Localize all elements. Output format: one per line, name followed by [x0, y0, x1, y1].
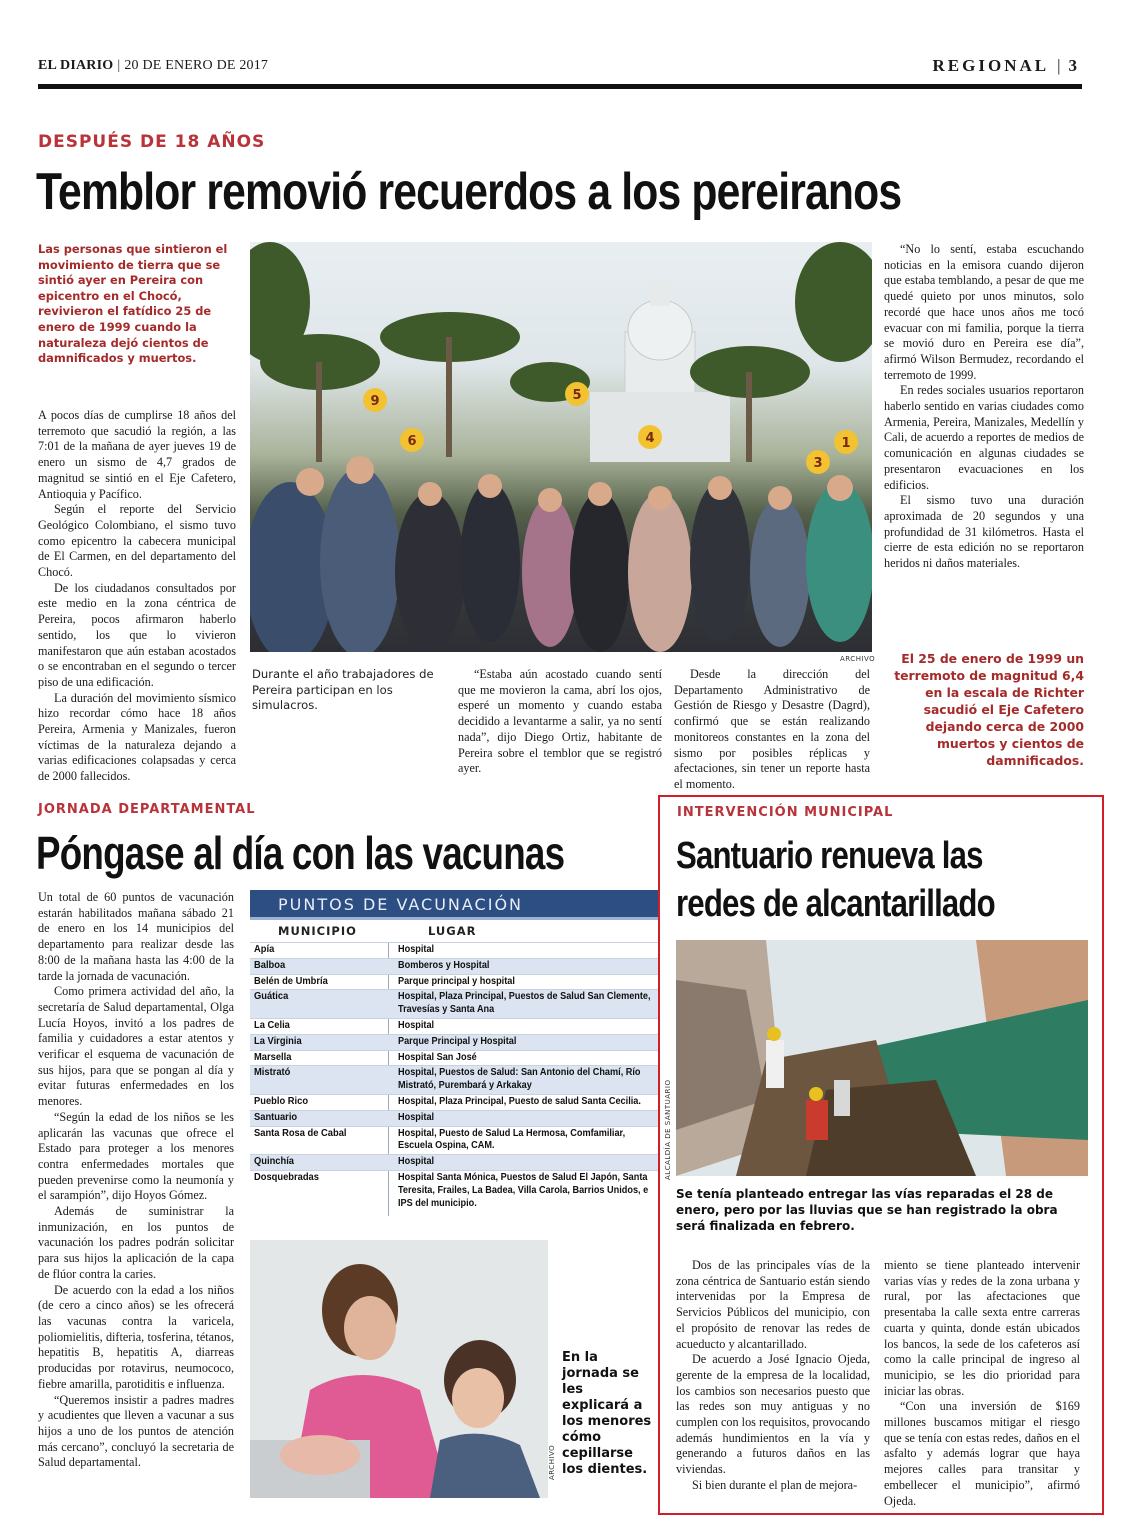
paragraph: De los ciudadanos consultados por este medio en la zona céntrica de Pereira, pocos afirmaron haberlo sentido, los que lo vivieron manifestaron que aún estaban acostados o se encontraban en el segundo o tercer piso de una edificación.	[38, 580, 236, 689]
photo-credit: ARCHIVO	[840, 655, 876, 663]
municipio-cell: Dosquebradas	[254, 1171, 319, 1183]
table-row	[250, 942, 658, 958]
table-body	[250, 942, 658, 1211]
municipio-cell: Pueblo Rico	[254, 1095, 309, 1107]
paragraph: “Estaba aún acostado cuando sentí que me movieron la cama, abrí los ojos, esperé un momento y cuando estaba decidido a levantarme a salir, ya no sentí nada”, dijo Diego Ortiz, habitante de Pereira sobre el temblor que se registró ayer.	[458, 667, 662, 776]
svg-text:3: 3	[813, 456, 823, 471]
lugar-cell: Hospital	[398, 1156, 435, 1168]
article1-column-2	[458, 667, 662, 777]
article3-kicker: INTERVENCIÓN MUNICIPAL	[677, 805, 894, 820]
article1-kicker: DESPUÉS DE 18 AÑOS	[38, 132, 266, 152]
municipio-cell: Santa Rosa de Cabal	[254, 1127, 347, 1139]
paragraph: Además de suministrar la inmunización, en los puntos de vacunación los padres podrán solicitar para sus hijos la aplicación de la capa de flúor contra la caries.	[38, 1204, 234, 1281]
table-row	[250, 1094, 658, 1110]
article1-headline: Temblor removió recuerdos a los pereiranos	[36, 163, 902, 221]
construction-photo	[676, 940, 1088, 1176]
article2-kicker: JORNADA DEPARTAMENTAL	[38, 802, 256, 817]
paragraph: “No lo sentí, estaba escuchando noticias en la emisora cuando dijeron que estaba temblando, a pesar de que me quedé quieto por unos minutos, solo recordé que hace unos años me tocó evacuar con mi familia, porque la tierra se movió duro en Pereira ese día”, afirmó Wilson Bermudez, recordando el terremoto de 1999.	[884, 242, 1084, 382]
separator: |	[1057, 56, 1061, 75]
article1-pullquote: El 25 de enero de 1999 un terremoto de magnitud 6,4 en la escala de Richter sacudió el Eje Cafetero dejando cerca de 2000 muertos y cientos de damnificados.	[894, 651, 1084, 768]
municipio-cell: La Celia	[254, 1019, 290, 1031]
lugar-cell: Bomberos y Hospital	[398, 959, 490, 971]
lugar-cell: Parque Principal y Hospital	[398, 1035, 517, 1047]
article2-headline: Póngase al día con las vacunas	[36, 827, 565, 879]
lugar-cell: Hospital, Plaza Principal, Puestos de Salud San Clemente, Travesías y Santa Ana	[398, 991, 651, 1016]
table-row	[250, 1110, 658, 1126]
paragraph: Desde la dirección del Departamento Administrativo de Gestión de Riesgo y Desastre (Dagrd), confirmó que se están realizando monitoreos constantes en la zona del sismo por posibles réplicas y afectaciones, sin tener un reporte hasta el momento.	[674, 667, 870, 791]
paragraph: miento se tiene planteado intervenir varias vías y redes de la zona urbana y rural, por las afectaciones que presentaba la calle sexta entre carreras cuarta y quinta, donde están ubicados los bancos, la sede de los cafeteros así como la calle principal de ingreso al municipio, se les dio prioridad para iniciar las obras.	[884, 1258, 1080, 1398]
article2-photo-caption: En la jornada se les explicará a los menores cómo cepillarse los dientes.	[562, 1350, 652, 1477]
page-number: 3	[1068, 56, 1080, 75]
article3-photo-caption: Se tenía planteado entregar las vías reparadas el 28 de enero, pero por las lluvias que se han registrado la obra será finalizada en febrero.	[676, 1187, 1058, 1233]
svg-text:5: 5	[572, 388, 582, 403]
municipio-cell: La Virginia	[254, 1035, 302, 1047]
header-rule	[38, 84, 1082, 89]
paragraph: Un total de 60 puntos de vacunación estarán habilitados mañana sábado 21 de enero en los 14 municipios del departamento para realizar desde las 8:00 de la mañana hasta las 4:00 de la tarde la jornada de vacunación.	[38, 890, 234, 983]
crowd-photo-illustration	[250, 242, 872, 652]
article3-headline: Santuario renueva las redes de alcantarillado	[676, 835, 995, 925]
photo-credit: ARCHIVO	[548, 1444, 556, 1480]
paragraph: “Queremos insistir a padres madres y acudientes que lleven a vacunar a sus hijos a uno de los puntos de atención más cercano”, concluyó la secretaria de Salud departamental.	[38, 1392, 234, 1470]
table-row	[250, 1034, 658, 1050]
dentist-photo-illustration	[250, 1240, 548, 1498]
article1-column-right	[884, 242, 1084, 572]
article2-column	[38, 890, 234, 1471]
table-row	[250, 958, 658, 974]
municipio-cell: Belén de Umbría	[254, 975, 328, 987]
municipio-cell: Mistrató	[254, 1067, 291, 1079]
lugar-cell: Hospital San José	[398, 1051, 477, 1063]
paragraph: De acuerdo a José Ignacio Ojeda, gerente de la empresa de la localidad, los cambios son necesarios puesto que las redes son muy antiguas y no cumplen con los requisitos, provocando además hundimientos en la vía y generando a futuros daños en las viviendas.	[676, 1352, 870, 1477]
masthead-left	[38, 58, 268, 74]
svg-text:9: 9	[370, 394, 380, 409]
article3-column-1	[676, 1258, 870, 1494]
photo-credit: ALCALDÍA DE SANTUARIO	[664, 1079, 672, 1180]
lugar-cell: Hospital, Plaza Principal, Puesto de salud Santa Cecilia.	[398, 1095, 641, 1107]
lugar-cell: Parque principal y hospital	[398, 975, 515, 987]
dentist-photo	[250, 1240, 548, 1498]
municipio-cell: Guática	[254, 991, 289, 1003]
table-row	[250, 1170, 658, 1211]
paragraph: A pocos días de cumplirse 18 años del terremoto que sacudió la región, a las 7:01 de la mañana de ayer jueves 19 de enero un sismo de 4,7 grados de magnitud se sintió en el Eje Cafetero, Antioquia y Pacífico.	[38, 408, 236, 501]
paragraph: En redes sociales usuarios reportaron haberlo sentido en varias ciudades como Armenia, Pereira, Manizales, Medellín y Cali, de acuerdo a reportes de medios de comunicación en algunas ciudades se presentaron evacuaciones en los edificios.	[884, 383, 1084, 492]
svg-text:6: 6	[407, 434, 417, 449]
paragraph: El sismo tuvo una duración aproximada de 20 segundos y una profundidad de 31 kilómetros. Hasta el cierre de esta edición no se reportaron heridos ni daños materiales.	[884, 493, 1084, 571]
separator: |	[117, 58, 121, 73]
crowd-photo	[250, 242, 872, 652]
table-row	[250, 1126, 658, 1155]
table-row	[250, 1050, 658, 1066]
municipio-cell: Apía	[254, 944, 275, 955]
svg-text:1: 1	[841, 436, 851, 451]
vaccination-points-table	[250, 890, 658, 1218]
construction-photo-illustration	[676, 940, 1088, 1176]
paragraph: Si bien durante el plan de mejora-	[692, 1477, 858, 1492]
svg-text:4: 4	[645, 431, 655, 446]
table-title: PUNTOS DE VACUNACIÓN	[250, 890, 658, 920]
paragraph: Según el reporte del Servicio Geológico Colombiano, el sismo tuvo como epicentro la cabecera municipal de El Carmen, en del departamento del Chocó.	[38, 502, 236, 580]
section-name: REGIONAL	[932, 56, 1050, 75]
paragraph: “Con una inversión de $169 millones buscamos mitigar el riesgo que se tenía con estas redes, daños en el asfalto y además lograr que haya mejores calles para transitar y embellecer el municipio”, afirmó Ojeda.	[884, 1399, 1080, 1508]
table-row	[250, 1154, 658, 1170]
column-header-lugar: LUGAR	[428, 924, 477, 938]
paragraph: La duración del movimiento sísmico hizo recordar cómo hace 18 años Pereira, Armenia y Manizales, fueron víctimas de la naturaleza dejando a varias edificaciones colapsadas y cerca de 2000 fallecidos.	[38, 690, 236, 784]
table-row	[250, 1065, 658, 1094]
lugar-cell: Hospital, Puestos de Salud: San Antonio del Chamí, Río Mistrató, Purembará y Arkakay	[398, 1067, 641, 1092]
issue-date: 20 DE ENERO DE 2017	[124, 58, 269, 73]
paragraph: “Según la edad de los niños se les aplicarán las vacunas que ofrece el Estado para proteger a los menores contra enfermedades mortales que pueden prevenirse como la neumonía y el sarampión”, dijo Hoyos Gómez.	[38, 1109, 234, 1203]
table-row	[250, 1018, 658, 1034]
lugar-cell: Hospital	[398, 944, 435, 955]
masthead-right	[933, 56, 1080, 76]
article1-photo-caption: Durante el año trabajadores de Pereira participan en los simulacros.	[252, 667, 434, 712]
municipio-cell: Balboa	[254, 959, 286, 971]
paragraph: Como primera actividad del año, la secretaría de Salud departamental, Olga Lucía Hoyos, invitó a los padres de familia y cuidadores a estar atentos y verificar el esquema de vacunación de sus hijos, para que se pongan al día y evitar futuras enfermedades en los menores.	[38, 984, 234, 1109]
article1-lead: Las personas que sintieron el movimiento de tierra que se sintió ayer en Pereira con epicentro en el Chocó, revivieron el fatídico 25 de enero de 1999 cuando la naturaleza dejó cientos de damnificados y muertos.	[38, 242, 228, 366]
article3-column-2	[884, 1258, 1080, 1509]
paragraph: Dos de las principales vías de la zona céntrica de Santuario están siendo intervenidas por la Empresa de Servicios Públicos del municipio, con el propósito de renovar las redes de acueducto y alcantarillado.	[676, 1258, 870, 1351]
lugar-cell: Hospital	[398, 1019, 435, 1031]
article1-column-3	[674, 667, 870, 793]
municipio-cell: Santuario	[254, 1111, 298, 1123]
municipio-cell: Quinchía	[254, 1156, 295, 1168]
paper-name: EL DIARIO	[38, 58, 114, 73]
table-row	[250, 989, 658, 1018]
paragraph: De acuerdo con la edad a los niños (de cero a cinco años) se les ofrecerá las vacunas contra la varicela, poliomielitis, difteria, tosferina, tétanos, hepatitis B, hepatitis A, diarreas producidas por rotavirus, neumococo, fiebre amarilla, parotiditis e influenza.	[38, 1282, 234, 1391]
column-header-municipio: MUNICIPIO	[278, 924, 357, 938]
lugar-cell: Hospital	[398, 1111, 435, 1123]
article1-column-1	[38, 408, 236, 785]
municipio-cell: Marsella	[254, 1051, 292, 1063]
lugar-cell: Hospital, Puesto de Salud La Hermosa, Comfamiliar, Escuela Ospina, CAM.	[398, 1127, 626, 1152]
lugar-cell: Hospital Santa Mónica, Puestos de Salud El Japón, Santa Teresita, Frailes, La Badea, Villa Carola, Barrios Unidos, e IPS del municipio.	[398, 1171, 649, 1209]
table-row	[250, 974, 658, 990]
